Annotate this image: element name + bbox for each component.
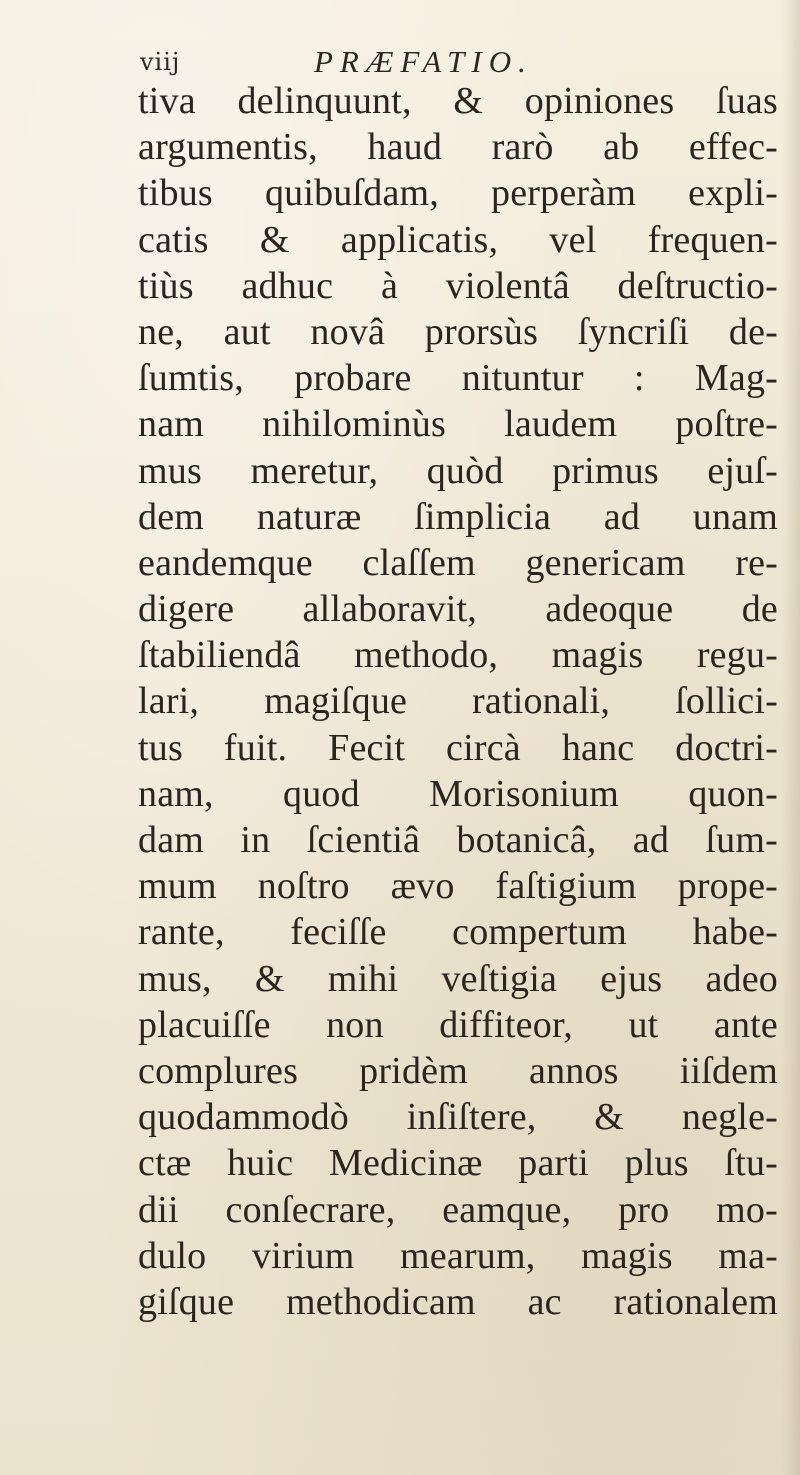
text-line: complures pridèm annos iiſdem [138,1049,778,1092]
text-line: ctæ huic Medicinæ parti plus ſtu- [138,1142,778,1185]
text-line: dii conſecrare, eamque, pro mo- [138,1188,778,1231]
page-number: viij [140,48,181,76]
text-line: argumentis, haud rarò ab effec- [138,126,778,169]
text-line: lari, magiſque rationali, ſollici- [138,680,778,723]
text-line: mus meretur, quòd primus ejuſ- [138,449,778,492]
text-line: eandemque claſſem genericam re- [138,541,778,584]
text-line: tiva delinquunt, & opiniones ſuas [138,80,778,122]
text-line: quodammodò inſiſtere, & negle- [138,1096,778,1139]
text-line: nam, quod Morisonium quon- [138,772,778,815]
text-line: mum noſtro ævo faſtigium prope- [138,865,778,908]
text-line: tus fuit. Fecit circà hanc doctri- [138,726,778,769]
text-line: dam in ſcientiâ botanicâ, ad ſum- [138,819,778,861]
body-text [138,78,778,1325]
text-line: ſumtis, probare nituntur : Mag- [138,357,778,400]
text-line: ne, aut novâ prorsùs ſyncriſi de- [138,310,778,353]
text-line: mus, & mihi veſtigia ejus adeo [138,957,778,1000]
text-line: placuiſſe non diffiteor, ut ante [138,1003,778,1046]
text-line: dem naturæ ſimplicia ad unam [138,495,778,538]
text-line: digere allaboravit, adeoque de [138,588,778,631]
text-line: nam nihilominùs laudem poſtre- [138,403,778,446]
running-title: PRÆFATIO. [314,44,533,79]
text-line: giſque methodicam ac rationalem [138,1280,778,1323]
text-line: tibus quibuſdam, perperàm expli- [138,172,778,215]
text-line: ſtabiliendâ methodo, magis regu- [138,634,778,677]
text-line: catis & applicatis, vel frequen- [138,218,778,261]
text-line: rante, feciſſe compertum habe- [138,911,778,954]
text-line: dulo virium mearum, magis ma- [138,1234,778,1277]
page-edge-shadow [782,0,800,1475]
text-line: tiùs adhuc à violentâ deſtructio- [138,264,778,307]
